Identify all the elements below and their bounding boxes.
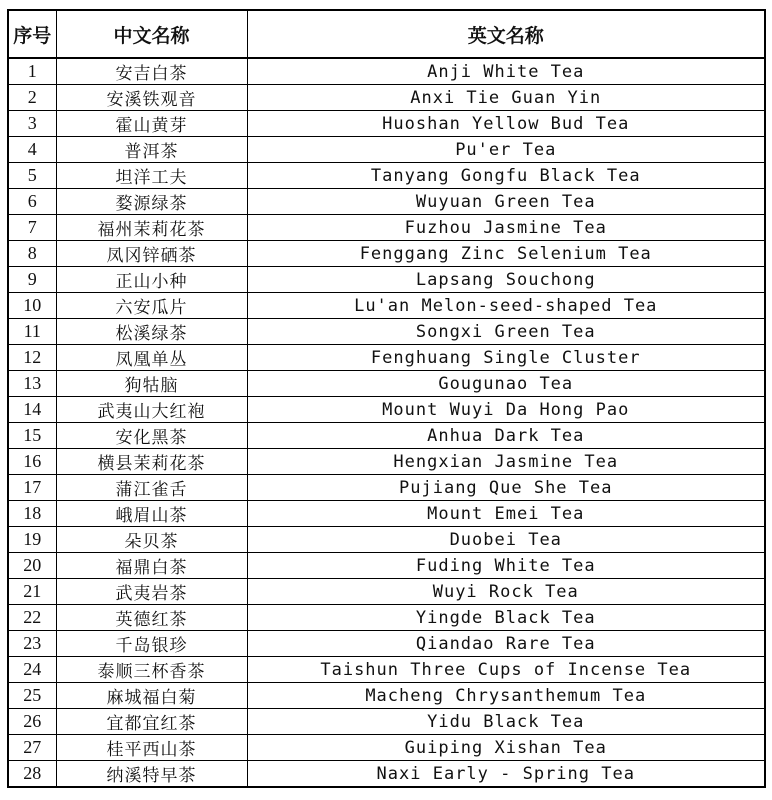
serial-number-cell: 7 [8,215,56,241]
table-row [8,215,765,241]
serial-number-cell: 27 [8,735,56,761]
serial-number-cell: 8 [8,241,56,267]
chinese-name-cell: 峨眉山茶 [56,501,247,527]
table-row [8,111,765,137]
table-row [8,293,765,319]
chinese-name-cell: 普洱茶 [56,137,247,163]
chinese-name-cell: 千岛银珍 [56,631,247,657]
chinese-name-cell: 霍山黄芽 [56,111,247,137]
serial-number-cell: 3 [8,111,56,137]
serial-number-cell: 2 [8,85,56,111]
chinese-name-cell: 麻城福白菊 [56,683,247,709]
tea-names-table [7,9,766,788]
serial-number-cell: 5 [8,163,56,189]
chinese-name-cell: 福鼎白茶 [56,553,247,579]
english-name-cell: Duobei Tea [247,527,765,553]
table-row [8,683,765,709]
english-name-cell: Wuyuan Green Tea [247,189,765,215]
header-english-name: 英文名称 [247,10,765,58]
serial-number-cell: 6 [8,189,56,215]
table-row [8,137,765,163]
english-name-cell: Pujiang Que She Tea [247,475,765,501]
chinese-name-cell: 安吉白茶 [56,58,247,85]
english-name-cell: Fenggang Zinc Selenium Tea [247,241,765,267]
table-row [8,657,765,683]
serial-number-cell: 26 [8,709,56,735]
table-row [8,501,765,527]
table-row [8,189,765,215]
chinese-name-cell: 安溪铁观音 [56,85,247,111]
serial-number-cell: 20 [8,553,56,579]
chinese-name-cell: 坦洋工夫 [56,163,247,189]
english-name-cell: Fuding White Tea [247,553,765,579]
chinese-name-cell: 宜都宜红茶 [56,709,247,735]
chinese-name-cell: 正山小种 [56,267,247,293]
table-row [8,527,765,553]
chinese-name-cell: 六安瓜片 [56,293,247,319]
chinese-name-cell: 泰顺三杯香茶 [56,657,247,683]
table-row [8,58,765,85]
english-name-cell: Yingde Black Tea [247,605,765,631]
serial-number-cell: 19 [8,527,56,553]
english-name-cell: Songxi Green Tea [247,319,765,345]
chinese-name-cell: 纳溪特早茶 [56,761,247,788]
english-name-cell: Mount Emei Tea [247,501,765,527]
serial-number-cell: 10 [8,293,56,319]
table-row [8,605,765,631]
chinese-name-cell: 凤凰单丛 [56,345,247,371]
table-row [8,163,765,189]
english-name-cell: Fenghuang Single Cluster [247,345,765,371]
english-name-cell: Yidu Black Tea [247,709,765,735]
english-name-cell: Naxi Early - Spring Tea [247,761,765,788]
english-name-cell: Macheng Chrysanthemum Tea [247,683,765,709]
english-name-cell: Pu'er Tea [247,137,765,163]
serial-number-cell: 15 [8,423,56,449]
table-row [8,423,765,449]
serial-number-cell: 25 [8,683,56,709]
serial-number-cell: 23 [8,631,56,657]
chinese-name-cell: 蒲江雀舌 [56,475,247,501]
serial-number-cell: 28 [8,761,56,788]
serial-number-cell: 14 [8,397,56,423]
english-name-cell: Taishun Three Cups of Incense Tea [247,657,765,683]
serial-number-cell: 18 [8,501,56,527]
table-row [8,475,765,501]
english-name-cell: Fuzhou Jasmine Tea [247,215,765,241]
table-row [8,579,765,605]
serial-number-cell: 16 [8,449,56,475]
english-name-cell: Anxi Tie Guan Yin [247,85,765,111]
serial-number-cell: 11 [8,319,56,345]
chinese-name-cell: 福州茉莉花茶 [56,215,247,241]
chinese-name-cell: 凤冈锌硒茶 [56,241,247,267]
table-row [8,761,765,788]
chinese-name-cell: 武夷山大红袍 [56,397,247,423]
table-row [8,267,765,293]
chinese-name-cell: 武夷岩茶 [56,579,247,605]
english-name-cell: Qiandao Rare Tea [247,631,765,657]
table-row [8,345,765,371]
english-name-cell: Huoshan Yellow Bud Tea [247,111,765,137]
chinese-name-cell: 英德红茶 [56,605,247,631]
table-row [8,449,765,475]
serial-number-cell: 22 [8,605,56,631]
serial-number-cell: 1 [8,58,56,85]
english-name-cell: Anji White Tea [247,58,765,85]
table-row [8,397,765,423]
serial-number-cell: 4 [8,137,56,163]
english-name-cell: Mount Wuyi Da Hong Pao [247,397,765,423]
table-row [8,553,765,579]
chinese-name-cell: 狗牯脑 [56,371,247,397]
chinese-name-cell: 横县茉莉花茶 [56,449,247,475]
serial-number-cell: 13 [8,371,56,397]
serial-number-cell: 17 [8,475,56,501]
serial-number-cell: 9 [8,267,56,293]
english-name-cell: Hengxian Jasmine Tea [247,449,765,475]
table-header-row [8,10,765,58]
english-name-cell: Gougunao Tea [247,371,765,397]
header-serial-number: 序号 [8,10,56,58]
english-name-cell: Anhua Dark Tea [247,423,765,449]
english-name-cell: Tanyang Gongfu Black Tea [247,163,765,189]
chinese-name-cell: 桂平西山茶 [56,735,247,761]
table-row [8,241,765,267]
header-chinese-name: 中文名称 [56,10,247,58]
table-row [8,85,765,111]
chinese-name-cell: 松溪绿茶 [56,319,247,345]
table-row [8,735,765,761]
chinese-name-cell: 安化黑茶 [56,423,247,449]
english-name-cell: Wuyi Rock Tea [247,579,765,605]
table-row [8,631,765,657]
table-body [8,58,765,787]
chinese-name-cell: 婺源绿茶 [56,189,247,215]
serial-number-cell: 24 [8,657,56,683]
serial-number-cell: 12 [8,345,56,371]
english-name-cell: Guiping Xishan Tea [247,735,765,761]
english-name-cell: Lapsang Souchong [247,267,765,293]
english-name-cell: Lu'an Melon-seed-shaped Tea [247,293,765,319]
table-row [8,319,765,345]
table-row [8,371,765,397]
chinese-name-cell: 朵贝茶 [56,527,247,553]
table-row [8,709,765,735]
serial-number-cell: 21 [8,579,56,605]
